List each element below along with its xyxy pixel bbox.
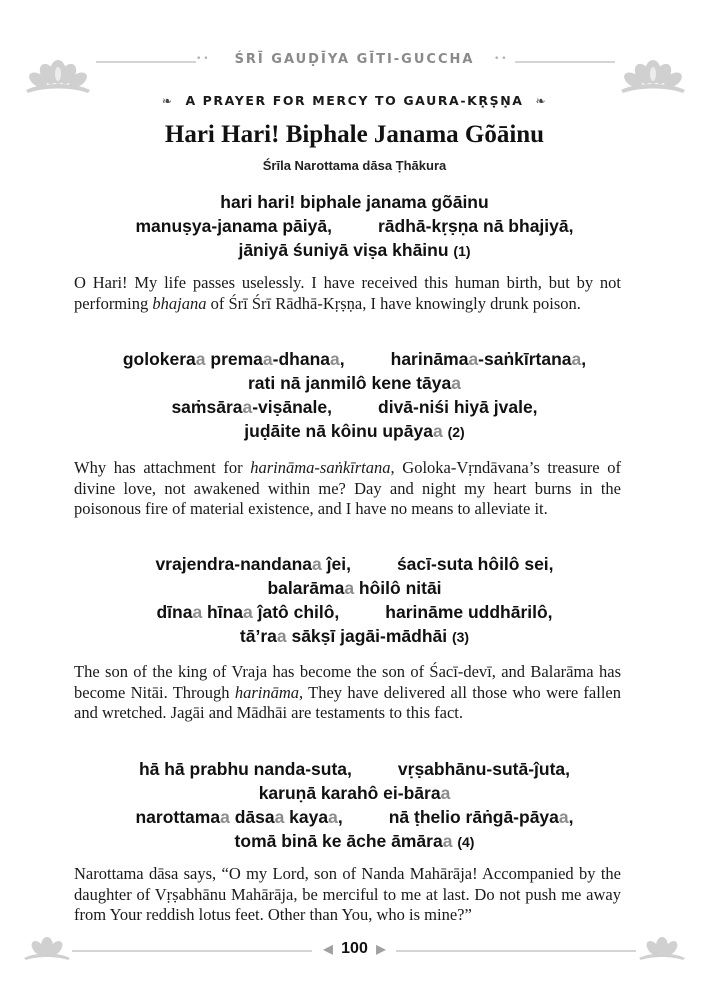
translation-text: , They have delivered all those who were fallen and wretched. Jagāi and Mādhāi are testaments to this fact. [74,682,621,722]
verse-silent-letter: a [192,602,203,622]
verse-text: nā ṭhelio rāṅgā-pāya [388,807,559,827]
header-dots-left: •• [196,54,211,64]
verse-text: tā’ra [239,626,277,646]
verse-text: -dhana [272,349,331,369]
verse-text: balarāma [267,578,345,598]
verse-text: -viṣānale, [252,397,333,417]
verse-line [0,829,709,853]
verse-4 [0,757,709,853]
verse-silent-letter: a [468,349,479,369]
header-rule-right [515,61,615,63]
verse-text: kaya [284,807,329,827]
verse-text: prema [205,349,263,369]
verse-text: vrajendra-nandana [155,554,313,574]
verse-line [0,757,709,781]
verse-text: dāsa [229,807,275,827]
verse-text: hīna [202,602,244,622]
translation-4 [74,864,621,926]
translation-text: The son of the king of Vraja has become the son of Śacī-devī, and Balarāma has become Nitāi. Through [74,662,621,702]
translation-text: O Hari! My life passes uselessly. I have received this human birth, but by not performing [74,273,621,313]
verse-text: ĵatô chilô, [252,602,340,622]
verse-line [0,214,709,238]
verse-2 [0,347,709,443]
translation-text: Narottama dāsa says, “O my Lord, son of Nanda Mahārāja! Accompanied by the daughter of Vṛṣabhānu Mahārāja, be merciful to me at last. Do not push me away from Your reddish lotus feet. Other than You, who is mine?” [74,864,621,924]
verse-silent-letter: a [220,807,230,827]
verse-silent-letter: a [312,554,322,574]
verse-line [0,419,709,443]
translation-italic-term: bhajana [152,293,207,313]
verse-silent-letter: a [330,349,340,369]
page-number [0,940,709,958]
page-number-text: 100 [341,940,368,957]
author: Śrīla Narottama dāsa Ṭhākura [262,158,447,173]
verse-text: harināme uddhārilô, [385,602,553,622]
verse-text: manuṣya-janama pāiyā, [135,216,332,236]
verse-line [0,576,709,600]
verse-line [0,347,709,371]
translation-1 [74,273,621,314]
verse-3 [0,552,709,648]
verse-text: śacī-suta hôilô sei, [396,554,554,574]
verse-number: (2) [447,424,465,440]
verse-text: rādhā-kṛṣṇa nā bhajiyā, [377,216,574,236]
verse-text: hari hari! biphale janama gõāinu [220,192,489,212]
verse-text: -saṅkīrtana [478,349,572,369]
translation-text: of Śrī Śrī Rādhā-Kṛṣṇa, I have knowingly drunk poison. [206,293,581,313]
running-head: ŚRĪ GAUḌĪYA GĪTI-GUCCHA [234,52,475,67]
song-title: Hari Hari! Biphale Janama Gõāinu [164,121,545,148]
verse-text: , [568,807,574,827]
verse-silent-letter: a [571,349,582,369]
verse-text: golokera [122,349,196,369]
verse-number: (1) [453,243,471,259]
verse-silent-letter: a [328,807,338,827]
verse-text: vṛṣabhānu-sutā-ĵuta, [397,759,571,779]
translation-italic-term: harināma-saṅkīrtana [250,458,391,477]
verse-silent-letter: a [442,831,453,851]
header-dots-right: •• [494,54,509,64]
section-title [0,93,709,108]
verse-text: rati nā janmilô kene tāya [247,373,452,393]
verse-silent-letter: a [274,807,285,827]
section-title-text: A PRAYER FOR MERCY TO GAURA-KṚṢṆA [185,93,524,108]
verse-line [0,371,709,395]
verse-text: ĵei, [321,554,351,574]
verse-line [0,624,709,648]
verse-silent-letter: a [195,349,206,369]
verse-silent-letter: a [262,349,273,369]
translation-text: Why has attachment for [74,458,251,477]
verse-text: , [339,349,345,369]
verse-text: narottama [135,807,221,827]
verse-silent-letter: a [558,807,569,827]
verse-silent-letter: a [440,783,451,803]
fleuron-right-icon: ❧ [535,94,548,108]
verse-line [0,395,709,419]
translation-italic-term: harināma [234,682,300,702]
verse-text: hā hā prabhu nanda-suta, [138,759,352,779]
verse-text: karuṇā karahô ei-bāra [258,783,441,803]
verse-text: dīna [156,602,193,622]
fleuron-left-icon: ❧ [161,94,174,108]
verse-silent-letter: a [242,397,253,417]
translation-text: , Goloka-Vṛndāvana’s treasure of divine love, not awakened within me? Day and night my heart burns in the poisonous fire of material existence, and I have no means to alleviate it. [74,458,621,518]
verse-text: juḍāite nā kôinu upāya [244,421,433,441]
verse-text: , [581,349,587,369]
verse-line [0,805,709,829]
verse-line [0,238,709,262]
verse-text: jāniyā śuniyā viṣa khāinu [238,240,454,260]
verse-line [0,600,709,624]
verse-line [0,190,709,214]
verse-text: harināma [390,349,469,369]
verse-1 [0,190,709,262]
verse-silent-letter: a [243,602,253,622]
verse-text: hôilô nitāi [354,578,442,598]
translation-2 [74,458,621,520]
verse-text: divā-niśi hiyā jvale, [378,397,538,417]
verse-line [0,781,709,805]
verse-text: tomā binā ke āche āmāra [234,831,443,851]
verse-text: , [337,807,343,827]
arrow-right-icon: ▶ [376,942,386,956]
verse-silent-letter: a [432,421,443,441]
arrow-left-icon: ◀ [323,942,333,956]
verse-text: sākṣī jagāi-mādhāi [286,626,452,646]
translation-3 [74,662,621,724]
verse-number: (4) [457,834,475,850]
verse-silent-letter: a [451,373,461,393]
verse-silent-letter: a [344,578,355,598]
verse-text: saṁsāra [171,397,243,417]
verse-number: (3) [451,629,470,645]
verse-line [0,552,709,576]
verse-silent-letter: a [276,626,287,646]
